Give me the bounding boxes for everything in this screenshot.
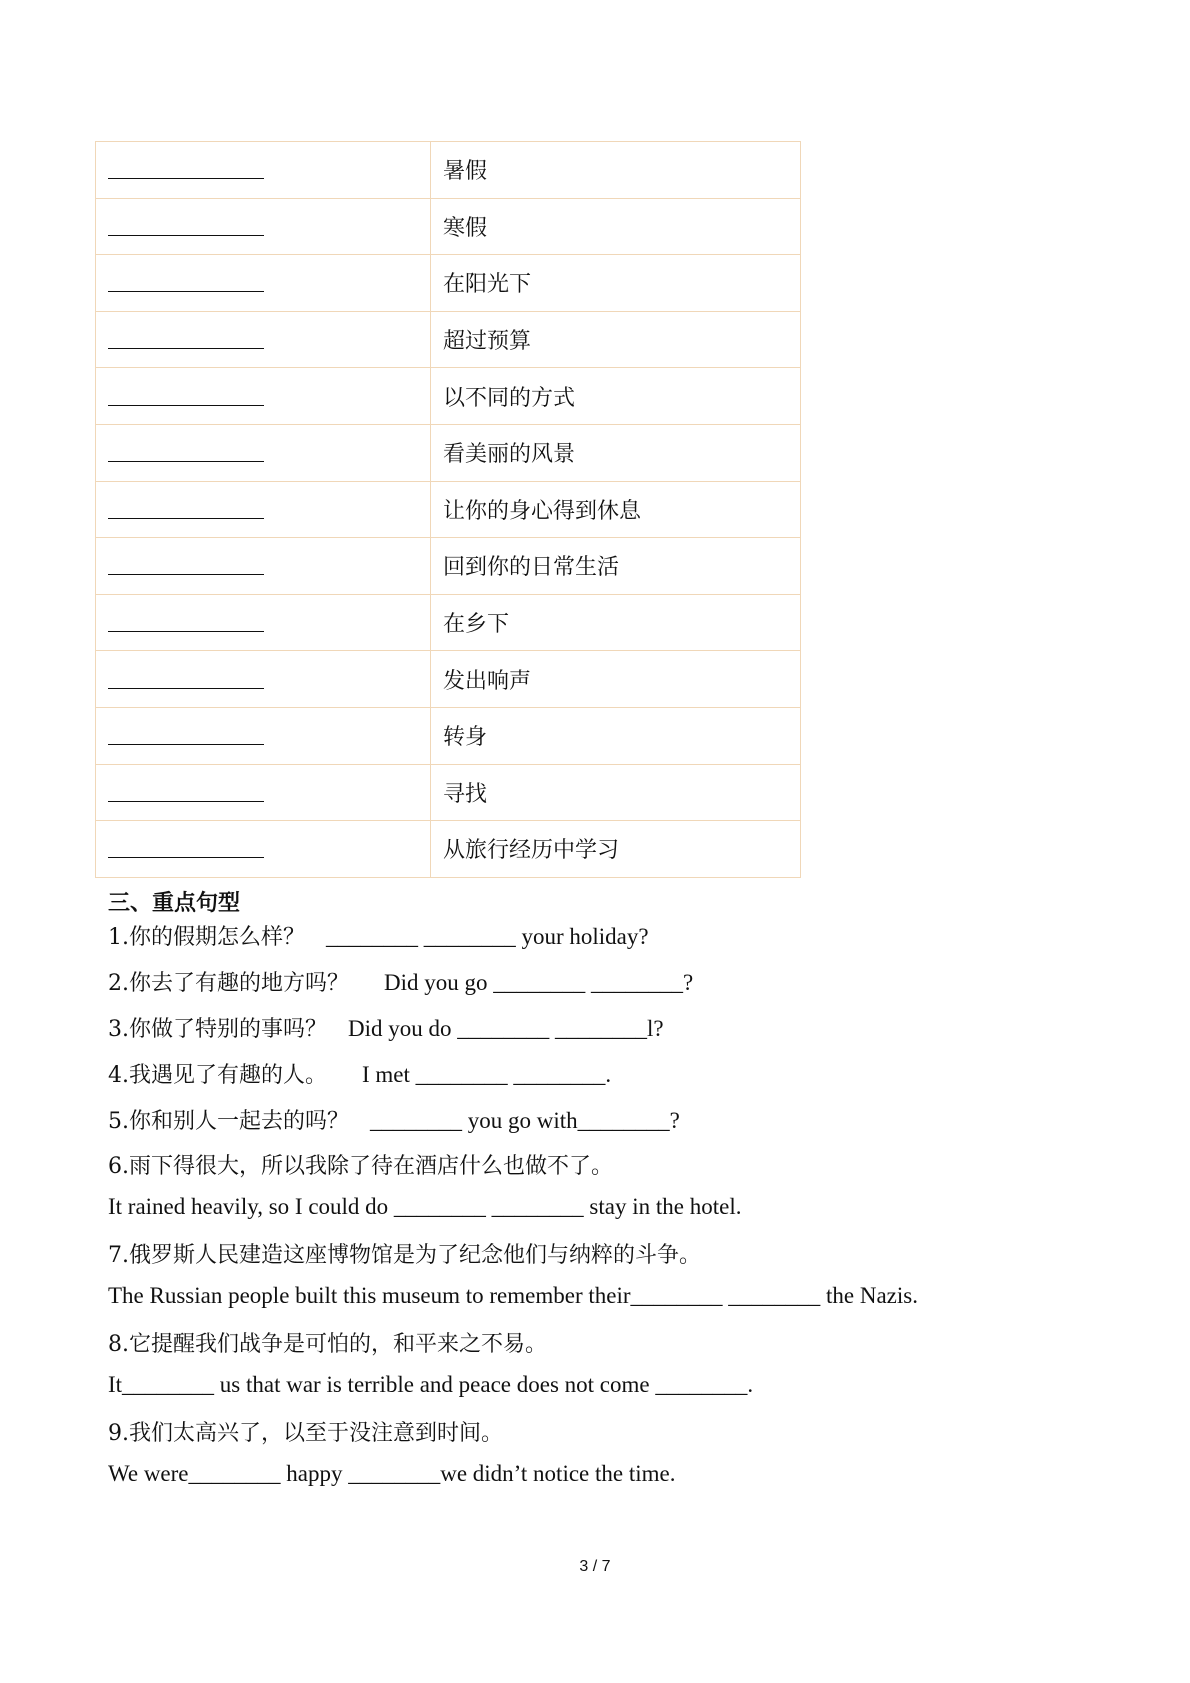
vocab-row: [96, 481, 801, 538]
answer-cell: [96, 481, 431, 538]
meaning-cell: 转身: [431, 707, 801, 764]
sentence-2: [108, 966, 693, 997]
vocab-row: [96, 368, 801, 425]
meaning-cell: 寒假: [431, 198, 801, 255]
vocab-row: [96, 764, 801, 821]
vocab-row: [96, 255, 801, 312]
answer-cell: [96, 651, 431, 708]
answer-blank[interactable]: [108, 666, 264, 689]
answer-cell: [96, 707, 431, 764]
meaning-cell: 暑假: [431, 142, 801, 199]
meaning-cell: 在乡下: [431, 594, 801, 651]
meaning-cell: 发出响声: [431, 651, 801, 708]
sentence-1: [108, 920, 649, 951]
vocab-row: [96, 821, 801, 878]
sentence-4: [108, 1058, 611, 1089]
answer-blank[interactable]: [108, 326, 264, 349]
sentence-cn: 5.你和别人一起去的吗？: [108, 1109, 349, 1134]
answer-blank[interactable]: [108, 439, 264, 462]
sentence-cn: 1.你的假期怎么样？: [108, 925, 305, 950]
answer-cell: [96, 311, 431, 368]
answer-cell: [96, 198, 431, 255]
answer-cell: [96, 424, 431, 481]
sentence-cn: 4.我遇见了有趣的人。: [108, 1063, 327, 1088]
meaning-cell: 让你的身心得到休息: [431, 481, 801, 538]
meaning-cell: 寻找: [431, 764, 801, 821]
vocab-row: [96, 311, 801, 368]
vocab-table: [95, 141, 801, 878]
sentence-8-en: It________ us that war is terrible and peace does not come ________.: [108, 1372, 754, 1397]
sentence-7-cn: 7.俄罗斯人民建造这座博物馆是为了纪念他们与纳粹的斗争。: [108, 1243, 701, 1268]
answer-cell: [96, 538, 431, 595]
answer-cell: [96, 368, 431, 425]
meaning-cell: 超过预算: [431, 311, 801, 368]
answer-blank[interactable]: [108, 835, 264, 858]
vocab-row: [96, 594, 801, 651]
answer-blank[interactable]: [108, 213, 264, 236]
answer-cell: [96, 255, 431, 312]
answer-cell: [96, 594, 431, 651]
meaning-cell: 在阳光下: [431, 255, 801, 312]
answer-blank[interactable]: [108, 779, 264, 802]
answer-blank[interactable]: [108, 383, 264, 406]
sentence-en: Did you do ________ ________l?: [347, 1016, 664, 1041]
answer-blank[interactable]: [108, 722, 264, 745]
sentence-8-cn: 8.它提醒我们战争是可怕的，和平来之不易。: [108, 1332, 547, 1357]
sentence-en: ________ ________ your holiday?: [325, 924, 649, 949]
vocab-row: [96, 198, 801, 255]
answer-cell: [96, 142, 431, 199]
meaning-cell: 从旅行经历中学习: [431, 821, 801, 878]
answer-cell: [96, 821, 431, 878]
sentence-7-en: The Russian people built this museum to remember their________ ________ the Nazis.: [108, 1283, 918, 1308]
sentence-cn: 2.你去了有趣的地方吗？: [108, 971, 349, 996]
sentence-9-cn: 9.我们太高兴了，以至于没注意到时间。: [108, 1421, 503, 1446]
answer-blank[interactable]: [108, 609, 264, 632]
sentence-cn: 3.你做了特别的事吗？: [108, 1017, 327, 1042]
sentence-6-en: It rained heavily, so I could do ________ ________ stay in the hotel.: [108, 1194, 742, 1219]
answer-blank[interactable]: [108, 269, 264, 292]
answer-blank[interactable]: [108, 156, 264, 179]
sentence-6-cn: 6.雨下得很大，所以我除了待在酒店什么也做不了。: [108, 1154, 613, 1179]
vocab-row: [96, 142, 801, 199]
vocab-row: [96, 651, 801, 708]
page-number: 3 / 7: [579, 1558, 611, 1575]
vocab-row: [96, 538, 801, 595]
sentence-9-en: We were________ happy ________we didn’t notice the time.: [108, 1461, 676, 1486]
answer-blank[interactable]: [108, 552, 264, 575]
vocab-table-body: [96, 142, 801, 878]
sentence-3: [108, 1012, 664, 1043]
answer-blank[interactable]: [108, 496, 264, 519]
sentence-en: I met ________ ________.: [361, 1062, 612, 1087]
vocab-row: [96, 707, 801, 764]
meaning-cell: 回到你的日常生活: [431, 538, 801, 595]
sentence-5: [108, 1104, 680, 1135]
meaning-cell: 看美丽的风景: [431, 424, 801, 481]
answer-cell: [96, 764, 431, 821]
vocab-row: [96, 424, 801, 481]
sentence-en: ________ you go with________?: [369, 1108, 680, 1133]
meaning-cell: 以不同的方式: [431, 368, 801, 425]
section-title: 三、重点句型: [108, 891, 241, 916]
sentence-en: Did you go ________ ________?: [383, 970, 694, 995]
